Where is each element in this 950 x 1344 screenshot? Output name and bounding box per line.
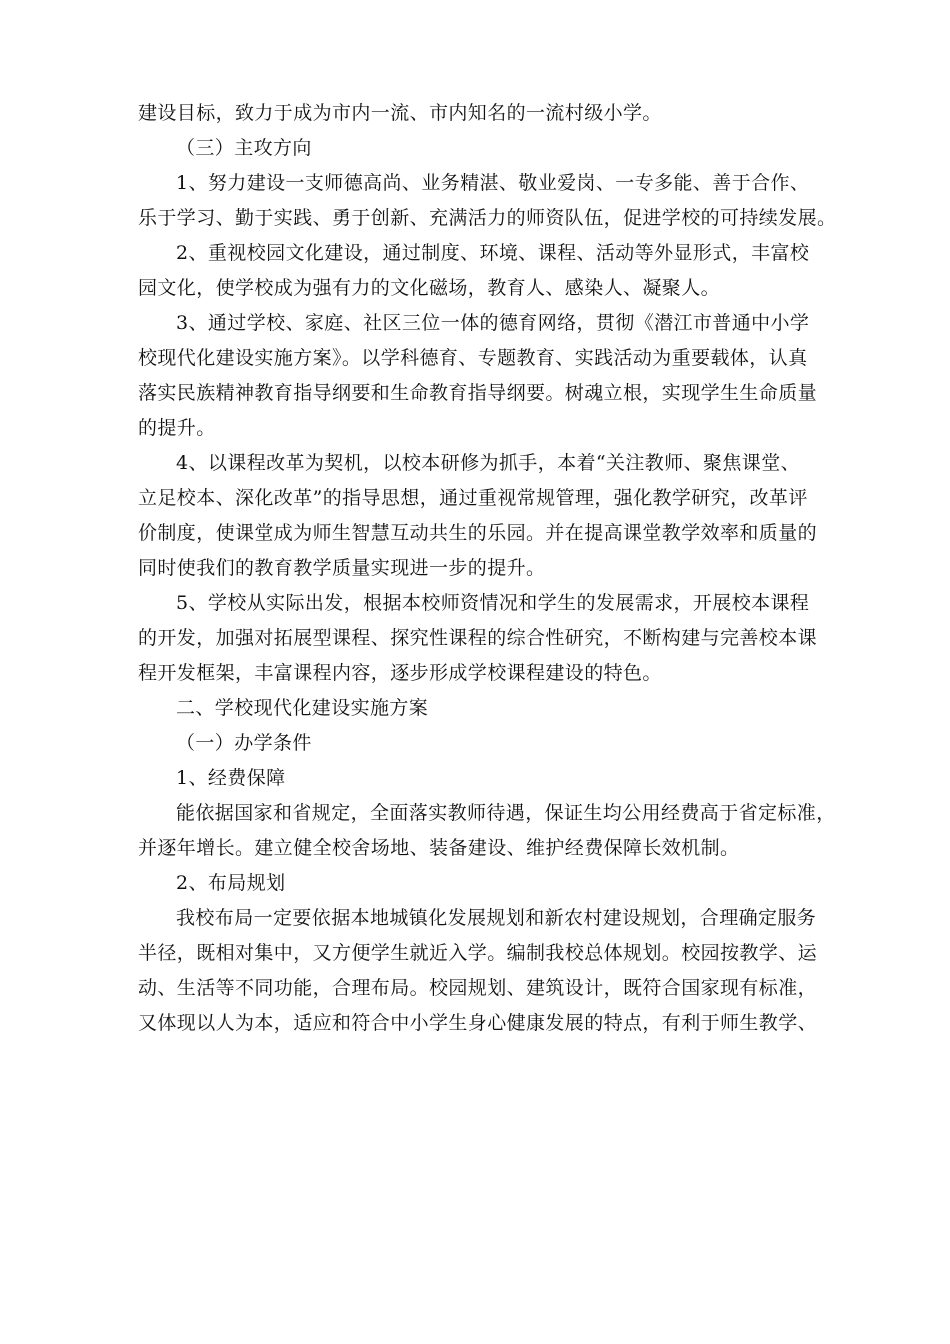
heading-funding [138, 761, 818, 796]
document-body [138, 96, 837, 1041]
paragraph-layout-planning [138, 901, 818, 1041]
text-line: 立足校本、深化改革”的指导思想，通过重视常规管理，强化教学研究，改革评 [138, 487, 808, 509]
text-line: 程开发框架，丰富课程内容，逐步形成学校课程建设的特色。 [138, 662, 662, 684]
heading-modernization-plan [138, 691, 818, 726]
heading-school-conditions [138, 726, 818, 761]
text-line: 价制度，使课堂成为师生智慧互动共生的乐园。并在提高课堂教学效率和质量的 [138, 522, 818, 544]
paragraph-item-1 [138, 166, 837, 236]
text-line: 落实民族精神教育指导纲要和生命教育指导纲要。树魂立根，实现学生生命质量 [138, 382, 818, 404]
text-line: 半径，既相对集中，又方便学生就近入学。编制我校总体规划。校园按教学、运 [138, 942, 818, 964]
text-line: 能依据国家和省规定，全面落实教师待遇，保证生均公用经费高于省定标准， [176, 802, 836, 824]
text-line: 建设目标，致力于成为市内一流、市内知名的一流村级小学。 [138, 102, 662, 124]
paragraph-funding [138, 796, 836, 866]
text-line: 我校布局一定要依据本地城镇化发展规划和新农村建设规划，合理确定服务 [176, 907, 817, 929]
heading-layout-planning [138, 866, 818, 901]
heading-main-direction [138, 131, 818, 166]
text-line: 的开发，加强对拓展型课程、探究性课程的综合性研究，不断构建与完善校本课 [138, 627, 818, 649]
section-heading: （三）主攻方向 [176, 137, 312, 159]
text-line: 同时使我们的教育教学质量实现进一步的提升。 [138, 557, 546, 579]
text-line: 又体现以人为本，适应和符合中小学生身心健康发展的特点，有利于师生教学、 [138, 1012, 818, 1034]
section-heading: 二、学校现代化建设实施方案 [176, 697, 429, 719]
text-line: 乐于学习、勤于实践、勇于创新、充满活力的师资队伍，促进学校的可持续发展。 [138, 207, 837, 229]
text-line: 的提升。 [138, 417, 216, 439]
paragraph-item-3 [138, 306, 818, 446]
text-line: 2、重视校园文化建设，通过制度、环境、课程、活动等外显形式，丰富校 [176, 242, 810, 264]
text-line: 并逐年增长。建立健全校舍场地、装备建设、维护经费保障长效机制。 [138, 837, 740, 859]
section-heading: （一）办学条件 [176, 732, 312, 754]
paragraph-item-4 [138, 446, 818, 586]
paragraph-item-2 [138, 236, 818, 306]
paragraph-goal [138, 96, 818, 131]
text-line: 动、生活等不同功能，合理布局。校园规划、建筑设计，既符合国家现有标准， [138, 977, 818, 999]
text-line: 4、以课程改革为契机，以校本研修为抓手，本着“关注教师、聚焦课堂、 [176, 452, 801, 474]
subsection-heading: 1、经费保障 [176, 767, 286, 789]
text-line: 校现代化建设实施方案》。以学科德育、专题教育、实践活动为重要载体，认真 [138, 347, 808, 369]
text-line: 5、学校从实际出发，根据本校师资情况和学生的发展需求，开展校本课程 [176, 592, 810, 614]
paragraph-item-5 [138, 586, 818, 691]
subsection-heading: 2、布局规划 [176, 872, 286, 894]
text-line: 3、通过学校、家庭、社区三位一体的德育网络，贯彻《潜江市普通中小学 [176, 312, 810, 334]
text-line: 园文化，使学校成为强有力的文化磁场，教育人、感染人、凝聚人。 [138, 277, 721, 299]
text-line: 1、努力建设一支师德高尚、业务精湛、敬业爱岗、一专多能、善于合作、 [176, 172, 810, 194]
